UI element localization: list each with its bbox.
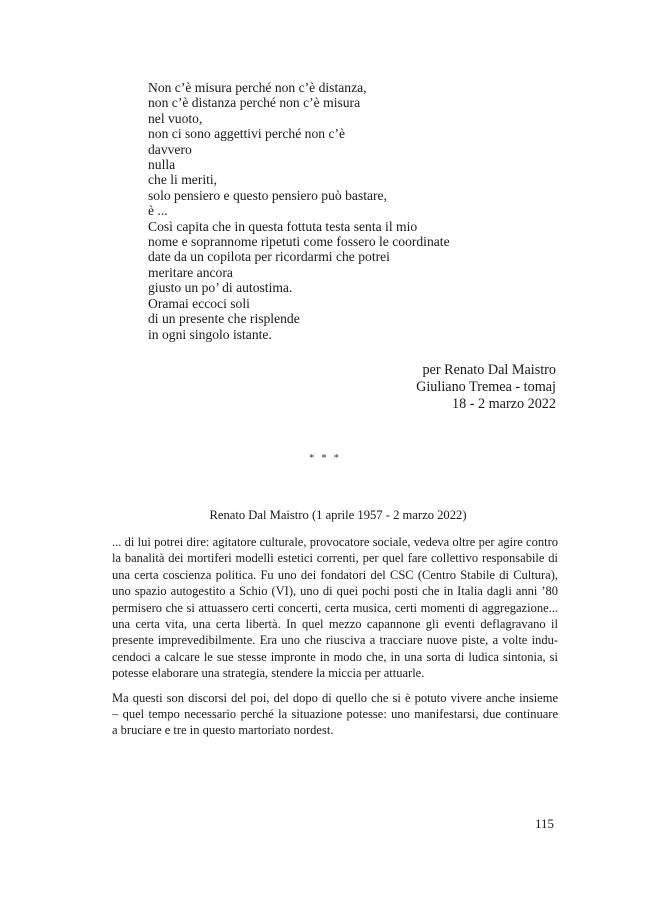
poem-line: è ... <box>148 203 168 219</box>
paragraph-line: una certa coscienza politica. Fu uno dei fondatori del CSC (Centro Stabile di Cultura), <box>112 567 558 582</box>
prose-body <box>112 534 558 739</box>
poem-line: nome e soprannome ripetuti come fossero le coordinate <box>148 234 450 250</box>
paragraph-line: ... di lui potrei dire: agitatore culturale, provocatore sociale, vedeva oltre per agire contro <box>112 535 558 549</box>
poem-signature <box>416 362 556 413</box>
poem-line: Non c’è misura perché non c’è distanza, <box>148 80 367 95</box>
section-heading: Renato Dal Maistro (1 aprile 1957 - 2 marzo 2022) <box>209 508 467 522</box>
page-number: 115 <box>534 816 554 831</box>
poem-line: Così capita che in questa fottuta testa senta il mio <box>148 218 418 234</box>
poem-line: meritare ancora <box>148 264 233 280</box>
section-separator: * * * <box>309 452 341 464</box>
poem-line: solo pensiero e questo pensiero può bastare, <box>148 187 387 203</box>
poem <box>148 80 528 342</box>
poem-line: che li meriti, <box>148 172 218 188</box>
paragraph-line: una certa vita, una certa libertà. In quel mezzo capannone gli eventi deflagravano il <box>112 617 558 632</box>
paragraph-line: presente imprevedibilmente. Era uno che riusciva a tracciare nuove piste, a volte indu- <box>112 633 558 648</box>
poem-line: nulla <box>148 157 176 173</box>
paragraph-line: – quel tempo necessario perché la situazione potesse: uno manifestarsi, due continuare <box>112 707 558 722</box>
paragraph <box>112 534 558 682</box>
paragraph-line: a bruciare e tre in questo martoriato nordest. <box>112 723 334 738</box>
poem-date: 18 - 2 marzo 2022 <box>451 396 556 412</box>
poem-line: Oramai eccoci soli <box>148 295 250 311</box>
poem-line: giusto un po’ di autostima. <box>148 280 293 296</box>
poem-line: date da un copilota per ricordarmi che potrei <box>148 249 390 265</box>
paragraph-line: la banalità dei mortiferi modelli estetici correnti, per quel fare collettivo responsabile di <box>112 551 558 566</box>
poem-line: nel vuoto, <box>148 110 203 126</box>
paragraph-line: potesse elaborare una strategia, stendere la miccia per attuarle. <box>112 666 425 681</box>
author-name: Giuliano Tremea - tomaj <box>416 379 556 395</box>
poem-line: non c’è distanza perché non c’è misura <box>148 95 361 111</box>
paragraph <box>112 690 558 739</box>
paragraph-line: Ma questi son discorsi del poi, del dopo di quello che si è potuto vivere anche insieme <box>112 690 558 705</box>
dedication: per Renato Dal Maistro <box>422 362 556 378</box>
paragraph-line: permisero che si attuassero certi concerti, certa musica, certi momenti di aggregazione... <box>112 600 558 615</box>
poem-line: non ci sono aggettivi perché non c’è <box>148 126 346 142</box>
paragraph-line: uno spazio autogestito a Schio (VI), uno di quei pochi posti che in Italia dagli anni ’80 <box>112 584 558 599</box>
poem-line: di un presente che risplende <box>148 311 300 327</box>
poem-line: davvero <box>148 141 192 157</box>
poem-line: in ogni singolo istante. <box>148 326 272 342</box>
paragraph-line: cendoci a calcare le sue stesse impronte in modo che, in una sorta di ludica sintonia, si <box>112 649 558 664</box>
